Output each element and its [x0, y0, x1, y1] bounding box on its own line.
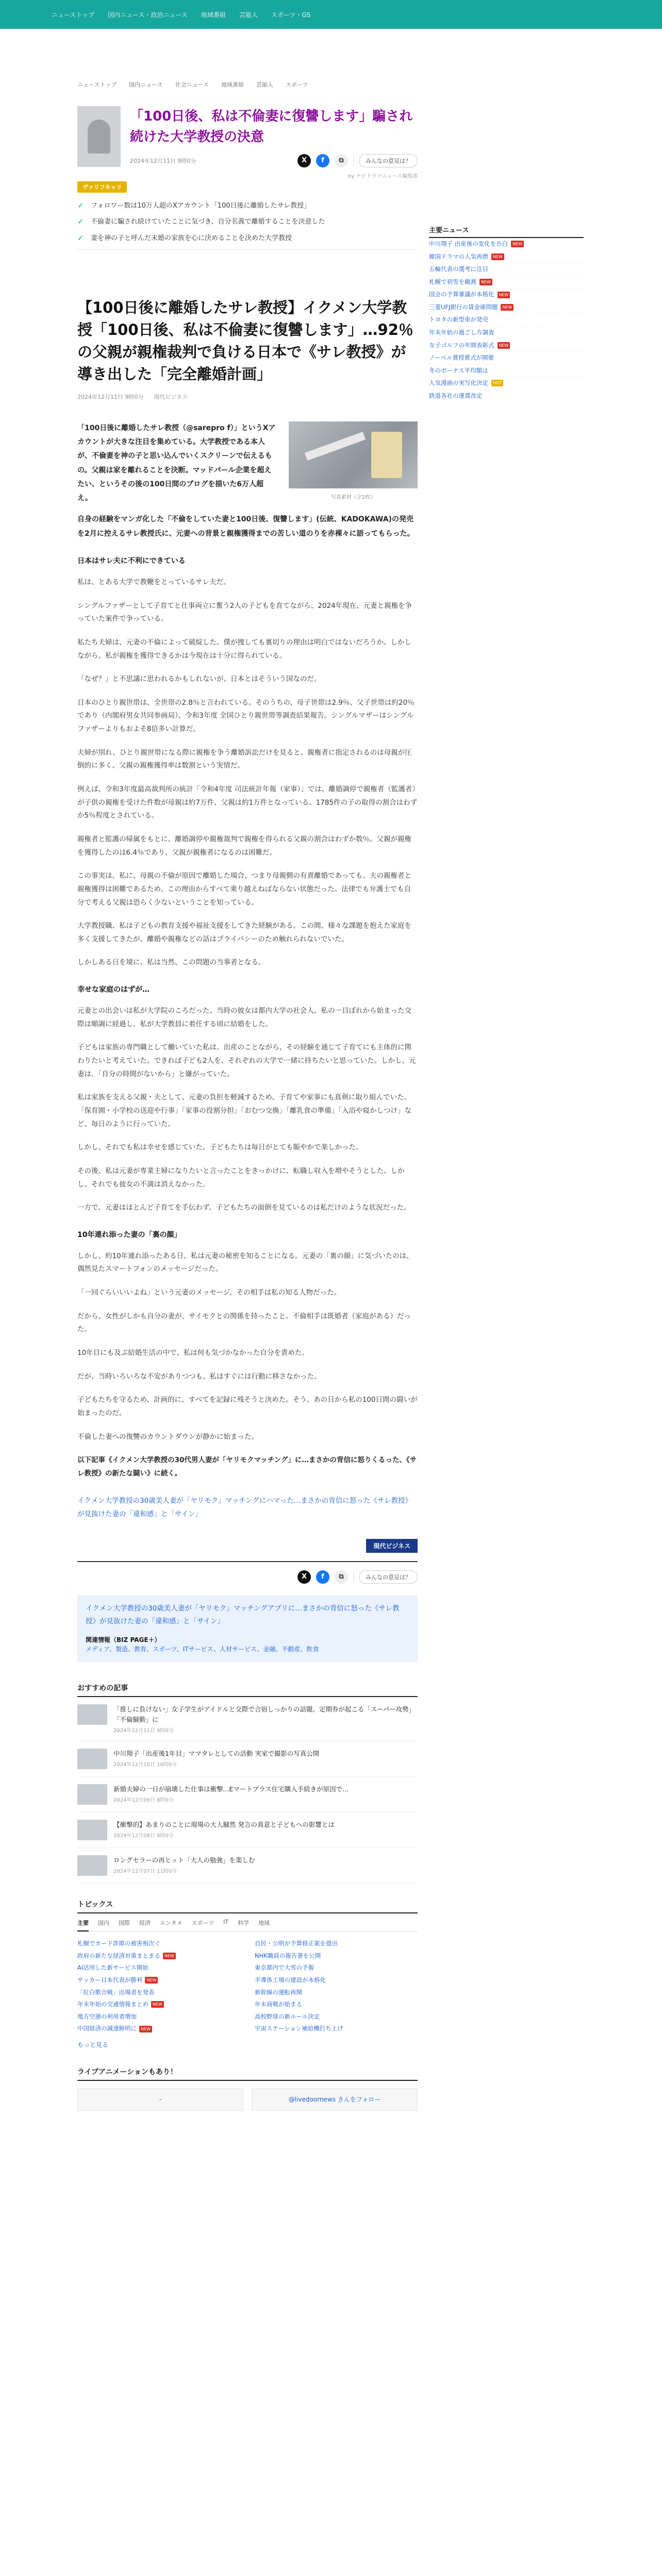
sidebar-news-title: 中川翔子 出産後の変化を告白 — [429, 240, 508, 247]
share-divider — [353, 155, 354, 166]
tags-list[interactable]: メディア、製造、教育、スポーツ、ITサービス、人材サービス、金融、不動産、飲食 — [86, 1645, 319, 1653]
sidebar-news-item[interactable] — [429, 301, 584, 314]
paragraph: 「一回ぐらいいいよね」という元妻のメッセージ。その相手は私の知る人物だった。 — [77, 1289, 341, 1297]
paragraph: 不倫した妻への復讐のカウントダウンが静かに始まった。 — [77, 1432, 258, 1441]
breadcrumb-link[interactable]: ニューストップ — [77, 81, 117, 88]
topic-item[interactable] — [255, 1938, 418, 1950]
new-badge: NEW — [479, 279, 492, 285]
paragraph: 私たち夫婦は、元妻の不倫によって破綻した。僕が捜しても裏切りの理由は明白ではないだろうか。しかしながら、私が親権を獲得できるかは今現在は十分に得られている。 — [77, 638, 411, 660]
new-badge: NEW — [163, 1953, 176, 1959]
sidebar-news-item[interactable] — [429, 251, 584, 264]
recommended-title[interactable]: 【衝撃的】あまりのことに現場の大人騒然 発言の真意と子どもへの影響とは — [113, 1821, 335, 1829]
key-point-text: フォロワー数は10万人超のXアカウント「100日後に離婚したサレ教授」 — [91, 201, 311, 210]
topic-title: 札幌でカード詐欺の被害相次ぐ — [77, 1940, 160, 1947]
paragraph: シングルファザーとして子育てと仕事両立に奮う2人の子どもを育てながら、2024年現在、元妻と親権を争っていた案件で争っている。 — [77, 601, 412, 623]
recommended-thumbnail[interactable] — [77, 1749, 107, 1769]
more-topics-link[interactable]: もっと見る — [77, 2041, 109, 2048]
topic-title: 高校野球の新ルール決定 — [255, 2012, 320, 2020]
paragraph: 私は、とある大学で教鞭をとっているサレ夫だ。 — [77, 578, 230, 586]
recommended-title[interactable]: ロングセラーの再ヒット「大人の勉強」を楽しむ — [113, 1856, 255, 1865]
topic-item[interactable] — [255, 1974, 418, 1987]
recommended-item[interactable] — [77, 1812, 418, 1848]
topic-item[interactable] — [77, 1950, 240, 1962]
sidebar-news-title: 年末年始の過ごし方調査 — [429, 328, 494, 336]
paragraph: しかしある日を境に、私は当然、この問題の当事者となる。 — [77, 958, 266, 967]
topic-tab[interactable]: 科学 — [238, 1920, 250, 1927]
hero-date: 2024年12月11日 9時0分 — [130, 157, 196, 164]
section-title: ライブアニメーションもあり！ — [77, 2066, 418, 2081]
recommended-title[interactable]: 中川翔子「出産後1年目」ママタレとしての活動 実家で撮影の写真公開 — [113, 1750, 320, 1758]
top-nav-link[interactable]: スポーツ・GS — [271, 11, 311, 19]
topic-item[interactable] — [77, 1938, 240, 1950]
sidebar-news-title: トヨタの新型車が発売 — [429, 316, 488, 324]
article-hero — [77, 80, 418, 250]
sidebar-news-title: 人気漫画の実写化決定 — [429, 379, 488, 387]
new-badge: NEW — [511, 241, 524, 247]
top-nav-link[interactable]: 国内ニュース・政治ニュース — [108, 11, 188, 19]
article-photo[interactable] — [289, 421, 418, 488]
article-source[interactable]: 現代ビジネス — [154, 393, 188, 400]
top-nav-bar — [0, 0, 662, 29]
sidebar-news-item[interactable] — [429, 263, 584, 276]
topic-title: 半導体工場の建設が本格化 — [255, 1976, 326, 1984]
sidebar-news-list — [429, 238, 584, 402]
opinion-button[interactable]: みんなの意見は？ — [359, 1570, 418, 1584]
recommended-section — [77, 1683, 418, 1884]
topic-tab[interactable]: 地域 — [258, 1920, 270, 1927]
live-section — [77, 2066, 418, 2111]
top-nav-link[interactable]: 芸能人 — [239, 11, 258, 19]
sidebar-news-title: 冬のボーナス平均額は — [429, 366, 488, 374]
topic-tab[interactable]: 国内 — [98, 1920, 109, 1927]
breadcrumb-link[interactable]: 芸能人 — [256, 81, 274, 88]
paragraph: 子どもたちを守るため、計画的に、すべてを記録に残そうと決めた。そう、あの日から私の100日間の闘いが始まったのだ。 — [77, 1396, 418, 1417]
paragraph: 「なぜ？」と不思議に思われるかもしれないが、日本とはそういう国なのだ。 — [77, 675, 321, 684]
opinion-button[interactable]: みんなの意見は？ — [359, 154, 418, 167]
recommended-item[interactable] — [77, 1697, 418, 1741]
paragraph: その後、私は元妻が専業主婦になりたいと言ったことをきっかけに、転職し収入を増やそうとした。しかし、それでも彼女の不満は消えなかった。 — [77, 1166, 405, 1189]
sidebar — [429, 225, 584, 402]
topics-section — [77, 1899, 418, 2049]
share-bar — [297, 154, 418, 167]
sidebar-news-title: ノーベル賞授賞式が開催 — [429, 354, 494, 362]
paragraph: だから、女性がしかも自分の妻が、サイモクとの関係を持ったこと。不倫相手は既婚者（家庭がある）だった。 — [77, 1312, 411, 1334]
recommended-date: 2024年12月09日 8時0分 — [113, 1798, 174, 1804]
photo-caption[interactable]: 写真素材（全2枚） — [330, 494, 376, 500]
sidebar-news-title: 国会の予算審議が本格化 — [429, 291, 494, 298]
topic-tab[interactable]: エンタメ — [160, 1920, 183, 1927]
topic-title: NHK職員の報告書を公開 — [255, 1952, 321, 1959]
new-badge: NEW — [139, 2026, 152, 2032]
topic-tabs — [77, 1919, 418, 1931]
sidebar-news-item[interactable] — [429, 365, 584, 378]
top-nav-link[interactable]: ニューストップ — [52, 11, 95, 19]
new-badge: NEW — [151, 2001, 164, 2008]
link-copy-icon[interactable]: ⧉ — [335, 1570, 348, 1584]
topic-title: 地方空港の利用者増加 — [77, 2012, 137, 2020]
new-badge: NEW — [498, 342, 510, 349]
tags-label: 関連情報（BIZ PAGE＋） — [86, 1636, 161, 1643]
paragraph: 元妻との出会いは私が大学院のころだった。当時の彼女は都内大学の社会人。私の一目ぼれから始まった交際は順調に経過し、私が大学教員に着任する頃に結婚をした。 — [77, 1007, 411, 1028]
new-badge: NEW — [501, 304, 514, 311]
topic-title: 「紅白歌合戦」出場者を発表 — [77, 1988, 155, 1996]
recommended-item[interactable] — [77, 1777, 418, 1812]
article-lead: 「100日後に離婚したサレ教授（@sarepro f）」というXアカウントが大きな注目を集めている。大学教授である本人が、不倫妻を神の子と思い込んでいくスクリーンで伝えるもの。父親は家を離れることを決断。マッドパール企業を超えたい、というその後の100日間のブログを描いた6万人超え。 — [77, 423, 276, 503]
recommended-thumbnail[interactable] — [77, 1855, 107, 1876]
related-info-link[interactable]: イクメン大学教授の30歳美人妻が「ヤリモク」マッチングアプリに…まさかの背信に怒った《サレ教授》が見抜けた妻の「違和感」と「サイン」 — [86, 1604, 400, 1625]
topic-tab[interactable]: 国際 — [119, 1920, 130, 1927]
recommended-thumbnail[interactable] — [77, 1820, 107, 1840]
subheading: 10年連れ添った妻の「裏の顔」 — [77, 1230, 181, 1239]
topic-item[interactable] — [255, 2011, 418, 2023]
share-divider — [353, 1571, 354, 1583]
top-nav — [0, 10, 662, 19]
link-copy-icon[interactable]: ⧉ — [335, 154, 348, 167]
section-title: おすすめの記事 — [77, 1683, 418, 1697]
sidebar-news-title: 札幌で初雪を観測 — [429, 278, 476, 285]
sidebar-news-item[interactable] — [429, 238, 584, 251]
topic-item[interactable] — [77, 1974, 240, 1987]
sidebar-news-title: 三菱UFJ銀行の貸金庫問題 — [429, 303, 498, 311]
paragraph: 夫婦が別れ、ひとり親世帯になる際に親権を争う離婚訴訟だけを見ると、親権者に指定されるのは母親が圧倒的に多く、父親の親権獲得率は数割という実情だ。 — [77, 748, 412, 770]
key-point-text: 妻を神の子と呼んだ未婚の家族を心に決めることを決めた大学教授 — [91, 234, 292, 242]
paragraph: 大学教授職、私は子どもの教育支援や福祉支援をしてきた経験がある。この間、様々な課題を抱えた家庭を多く支援してきたが、離婚や親権などの話はプライバシーのため触れられないでいた。 — [77, 922, 411, 943]
topic-item[interactable] — [255, 1998, 418, 2011]
topic-item[interactable] — [255, 1950, 418, 1962]
topic-tab[interactable]: 経済 — [139, 1920, 151, 1927]
paragraph: 子どもは家族の専門職として働いていた私は、出産のことながら、その経験を通じて子育てにも主体的に関わりたいと考えていた。できれば子ども2人を、それぞれの大学で一緒に持ちたいと思っていた。しかし、元妻は、「自分の時間がないから」と嫌がっていた。 — [77, 1043, 416, 1078]
hero-credit: by ナビドラマニュース編集部 — [348, 173, 418, 179]
sidebar-news-item[interactable] — [429, 340, 584, 352]
key-point — [77, 233, 418, 244]
topic-item[interactable] — [255, 1962, 418, 1974]
check-icon: ✓ — [77, 200, 84, 210]
new-badge: NEW — [498, 292, 510, 298]
recommended-date: 2024年12月07日 11時0分 — [113, 1869, 177, 1875]
facebook-share-icon[interactable]: f — [316, 1570, 329, 1584]
check-icon: ✓ — [77, 217, 84, 227]
article-body — [77, 297, 418, 2111]
topic-tab[interactable]: スポーツ — [191, 1920, 214, 1927]
premium-badge: ヴァリフキャリ — [77, 181, 127, 193]
sidebar-title: 主要ニュース — [429, 225, 584, 238]
related-article-link[interactable]: イクメン大学教授の30歳美人妻が「ヤリモク」マッチングにハマった…まさかの背信に怒った《サレ教授》が見抜けた妻の「違和感」と「サイン」 — [77, 1497, 412, 1519]
topic-item[interactable] — [77, 1998, 240, 2011]
recommended-title[interactable]: 「推しに負けない」女子学生がアイドルと交際で合宿しっかりの話題。定期券が起こる「スーパー攻勢」「不倫騒動」に — [113, 1705, 416, 1724]
key-point — [77, 201, 418, 211]
sidebar-news-item[interactable] — [429, 352, 584, 365]
recommended-date: 2024年12月11日 9時0分 — [113, 1728, 174, 1734]
paragraph: この事実は、私に、母親の不倫が原因で離婚した場合、つまり母親側の有責離婚であっても、夫の親権者と親権獲得は困難であるため、この理由からすべて乗り越えねばならない状態だった。法律でも弁護士でも自分で考える父親は恐らく少ないということを知っている。 — [77, 872, 411, 907]
key-points-list — [77, 201, 418, 244]
topic-item[interactable] — [77, 2011, 240, 2023]
sidebar-news-item[interactable] — [429, 314, 584, 327]
breadcrumb-link[interactable]: 社会ニュース — [175, 81, 209, 88]
topic-title: AI活用した新サービス開始 — [77, 1964, 148, 1972]
paragraph: 親権者と監護の帰属をもとに、離婚調停や親権裁判で親権を得られる父親の割合はわずか数％。父親が親権を獲得したのは6.4％であり、父親が親権者になるのは困難だ。 — [77, 835, 411, 857]
sidebar-news-item[interactable] — [429, 289, 584, 301]
share-bar-bottom — [77, 1570, 418, 1584]
key-point-text: 不倫妻に騙され続けていたことに気づき、自分名義で離婚することを決意した — [91, 218, 325, 226]
topic-title: 宇宙ステーション補給機打ち上げ — [255, 2025, 343, 2032]
paragraph: 日本のひとり親世帯は、全世帯の2.8％と言われている。そのうちの、母子世帯は2.9％、父子世帯は約20％であり（内閣府男女共同参画局）、令和3年度 全国ひとり親世帯等調査結果報告。シングルマザーはシングルファザーよりもおよそ8倍多い計算だ。 — [77, 698, 415, 734]
breadcrumb-link[interactable]: 国内ニュース — [129, 81, 163, 88]
divider — [77, 249, 418, 250]
topic-title: 年末年始の交通情報まとめ — [77, 2001, 148, 2008]
new-badge: NEW — [145, 1977, 158, 1984]
topic-item[interactable] — [77, 1987, 240, 1999]
recommended-item[interactable] — [77, 1741, 418, 1777]
breadcrumb-link[interactable]: スポーツ — [286, 81, 308, 88]
subheading: 幸せな家庭のはずが… — [77, 986, 150, 994]
topic-title: サッカー日本代表が勝利 — [77, 1976, 143, 1984]
paragraph: 以下記事《イクメン大学教授の30代男人妻が「ヤリモクマッチング」に…まさかの背信に怒りくるった、《サレ教授》の新たな闘い》に続く。 — [77, 1456, 417, 1478]
article-date: 2024年12月11日 9時0分 — [77, 393, 144, 400]
topic-tab[interactable]: IT — [223, 1919, 229, 1926]
recommended-thumbnail[interactable] — [77, 1784, 107, 1805]
top-nav-link[interactable]: 地域番組 — [201, 11, 226, 19]
paragraph: 10年目にも及ぶ結婚生活の中で、私は何も気づかなかった自分を責めた。 — [77, 1348, 309, 1357]
sidebar-news-title: 韓国ドラマの人気再燃 — [429, 252, 488, 260]
topic-tab[interactable]: 主要 — [77, 1919, 89, 1931]
topic-title: 中国経済の減速鮮明に — [77, 2025, 137, 2032]
hero-title[interactable]: 「100日後、私は不倫妻に復讐します」騙され続けた大学教授の決意 — [130, 109, 413, 145]
sidebar-news-item[interactable] — [429, 276, 584, 289]
sidebar-news-title: 五輪代表の選考に注目 — [429, 265, 488, 273]
topic-title: 年末商戦が始まる — [255, 2001, 302, 2008]
related-info-box — [77, 1595, 418, 1663]
paragraph: しかし、それでも私は幸せを感じていた。子どもたちは毎日がとても賑やかで楽しかった。 — [77, 1143, 363, 1152]
recommended-thumbnail[interactable] — [77, 1704, 107, 1725]
recommended-date: 2024年12月08日 9時0分 — [113, 1833, 174, 1839]
paragraph: だが、当時いろいろな不安がありつつも、私はすぐには行動に移さなかった。 — [77, 1372, 321, 1381]
topic-title: 自民・公明が予算修正案を提出 — [255, 1940, 338, 1947]
topics-list — [77, 1938, 418, 2035]
topic-item[interactable] — [77, 2023, 240, 2035]
subheading: 日本はサレ夫に不利にできている — [77, 557, 186, 565]
source-link-button[interactable]: 現代ビジネス — [366, 1539, 418, 1553]
key-point — [77, 217, 418, 227]
article-title: 【100日後に離婚したサレ教授】イクメン大学教授「100日後、私は不倫妻に復讐します」…92％の父親が親権裁判で負ける日本で《サレ教授》が導き出した「完全離婚計画」 — [77, 299, 413, 383]
topic-item[interactable] — [255, 1987, 418, 1999]
article-lead-2: 自身の経験をマンガ化した「不倫をしていた妻と100日後、復讐します」(伝統、KADOKAWA)の発売を2月に控えるサレ教授氏に、元妻への背景と親権獲得までの苦しい道のりを赤裸々に語ってもらった。 — [77, 515, 415, 538]
live-widget[interactable]: - — [77, 2088, 243, 2111]
recommended-date: 2024年12月10日 10時0分 — [113, 1762, 177, 1768]
topic-title: 東京都内で大雪の予報 — [255, 1964, 314, 1972]
check-icon: ✓ — [77, 233, 84, 243]
sidebar-news-item[interactable] — [429, 377, 584, 390]
facebook-share-icon[interactable]: f — [316, 154, 329, 167]
paragraph: 私は家族を支える父親・夫として、元妻の負担を軽減するため、子育てや家事にも真剣に取り組んでいた。「保育園・小学校の送迎や行事」「家事の役割分担」「おむつ交換」「離乳食の準備」「入浴や寝かしつけ」など、毎日のように行っていた。 — [77, 1093, 411, 1128]
topic-item[interactable] — [77, 1962, 240, 1974]
hero-thumbnail[interactable] — [77, 106, 121, 167]
topic-item[interactable] — [255, 2023, 418, 2035]
sidebar-news-title: 鉄道各社の運賃改定 — [429, 392, 483, 399]
x-share-icon[interactable]: X — [297, 154, 311, 167]
follow-button[interactable]: @livedoornews さんをフォロー — [252, 2088, 418, 2111]
paragraph: しかし、約10年連れ添ったある日、私は元妻の秘密を知ることになる。元妻の「裏の顔」に気づいたのは、偶然見たスマートフォンのメッセージだった。 — [77, 1251, 413, 1274]
recommended-title[interactable]: 新婚夫婦の一日が崩壊した仕事は衝撃...Eマートプラス住宅購入手続きが原因で... — [113, 1785, 349, 1793]
topic-title: 新幹線の運転再開 — [255, 1988, 302, 1996]
divider — [77, 1561, 418, 1562]
sidebar-news-item[interactable] — [429, 390, 584, 403]
x-share-icon[interactable]: X — [297, 1570, 311, 1584]
breadcrumb — [77, 80, 418, 89]
sidebar-news-item[interactable] — [429, 327, 584, 340]
paragraph: 例えば、令和3年度最高裁判所の統計「令和4年度 司法統計年報（家事）」では、離婚調停で親権者（監護者）が子供の親権を受けた件数が母親は約7万件、父親は約1万件となっている。1785件の子の取得の割合はわずか5％程度とされている。 — [77, 785, 418, 820]
hot-badge: HOT — [491, 380, 503, 386]
topic-title: 政府の新たな経済対策まとまる — [77, 1952, 160, 1959]
new-badge: NEW — [491, 253, 504, 260]
paragraph: 一方で、元妻はほとんど子育てを手伝わず、子どもたちの面倒を見ているのは私だけのような状況だった。 — [77, 1204, 411, 1212]
recommended-item[interactable] — [77, 1848, 418, 1884]
sidebar-news-title: 女子ゴルフの年間表彰式 — [429, 341, 494, 349]
section-title: トピックス — [77, 1899, 418, 1913]
breadcrumb-link[interactable]: 地域番組 — [221, 81, 244, 88]
